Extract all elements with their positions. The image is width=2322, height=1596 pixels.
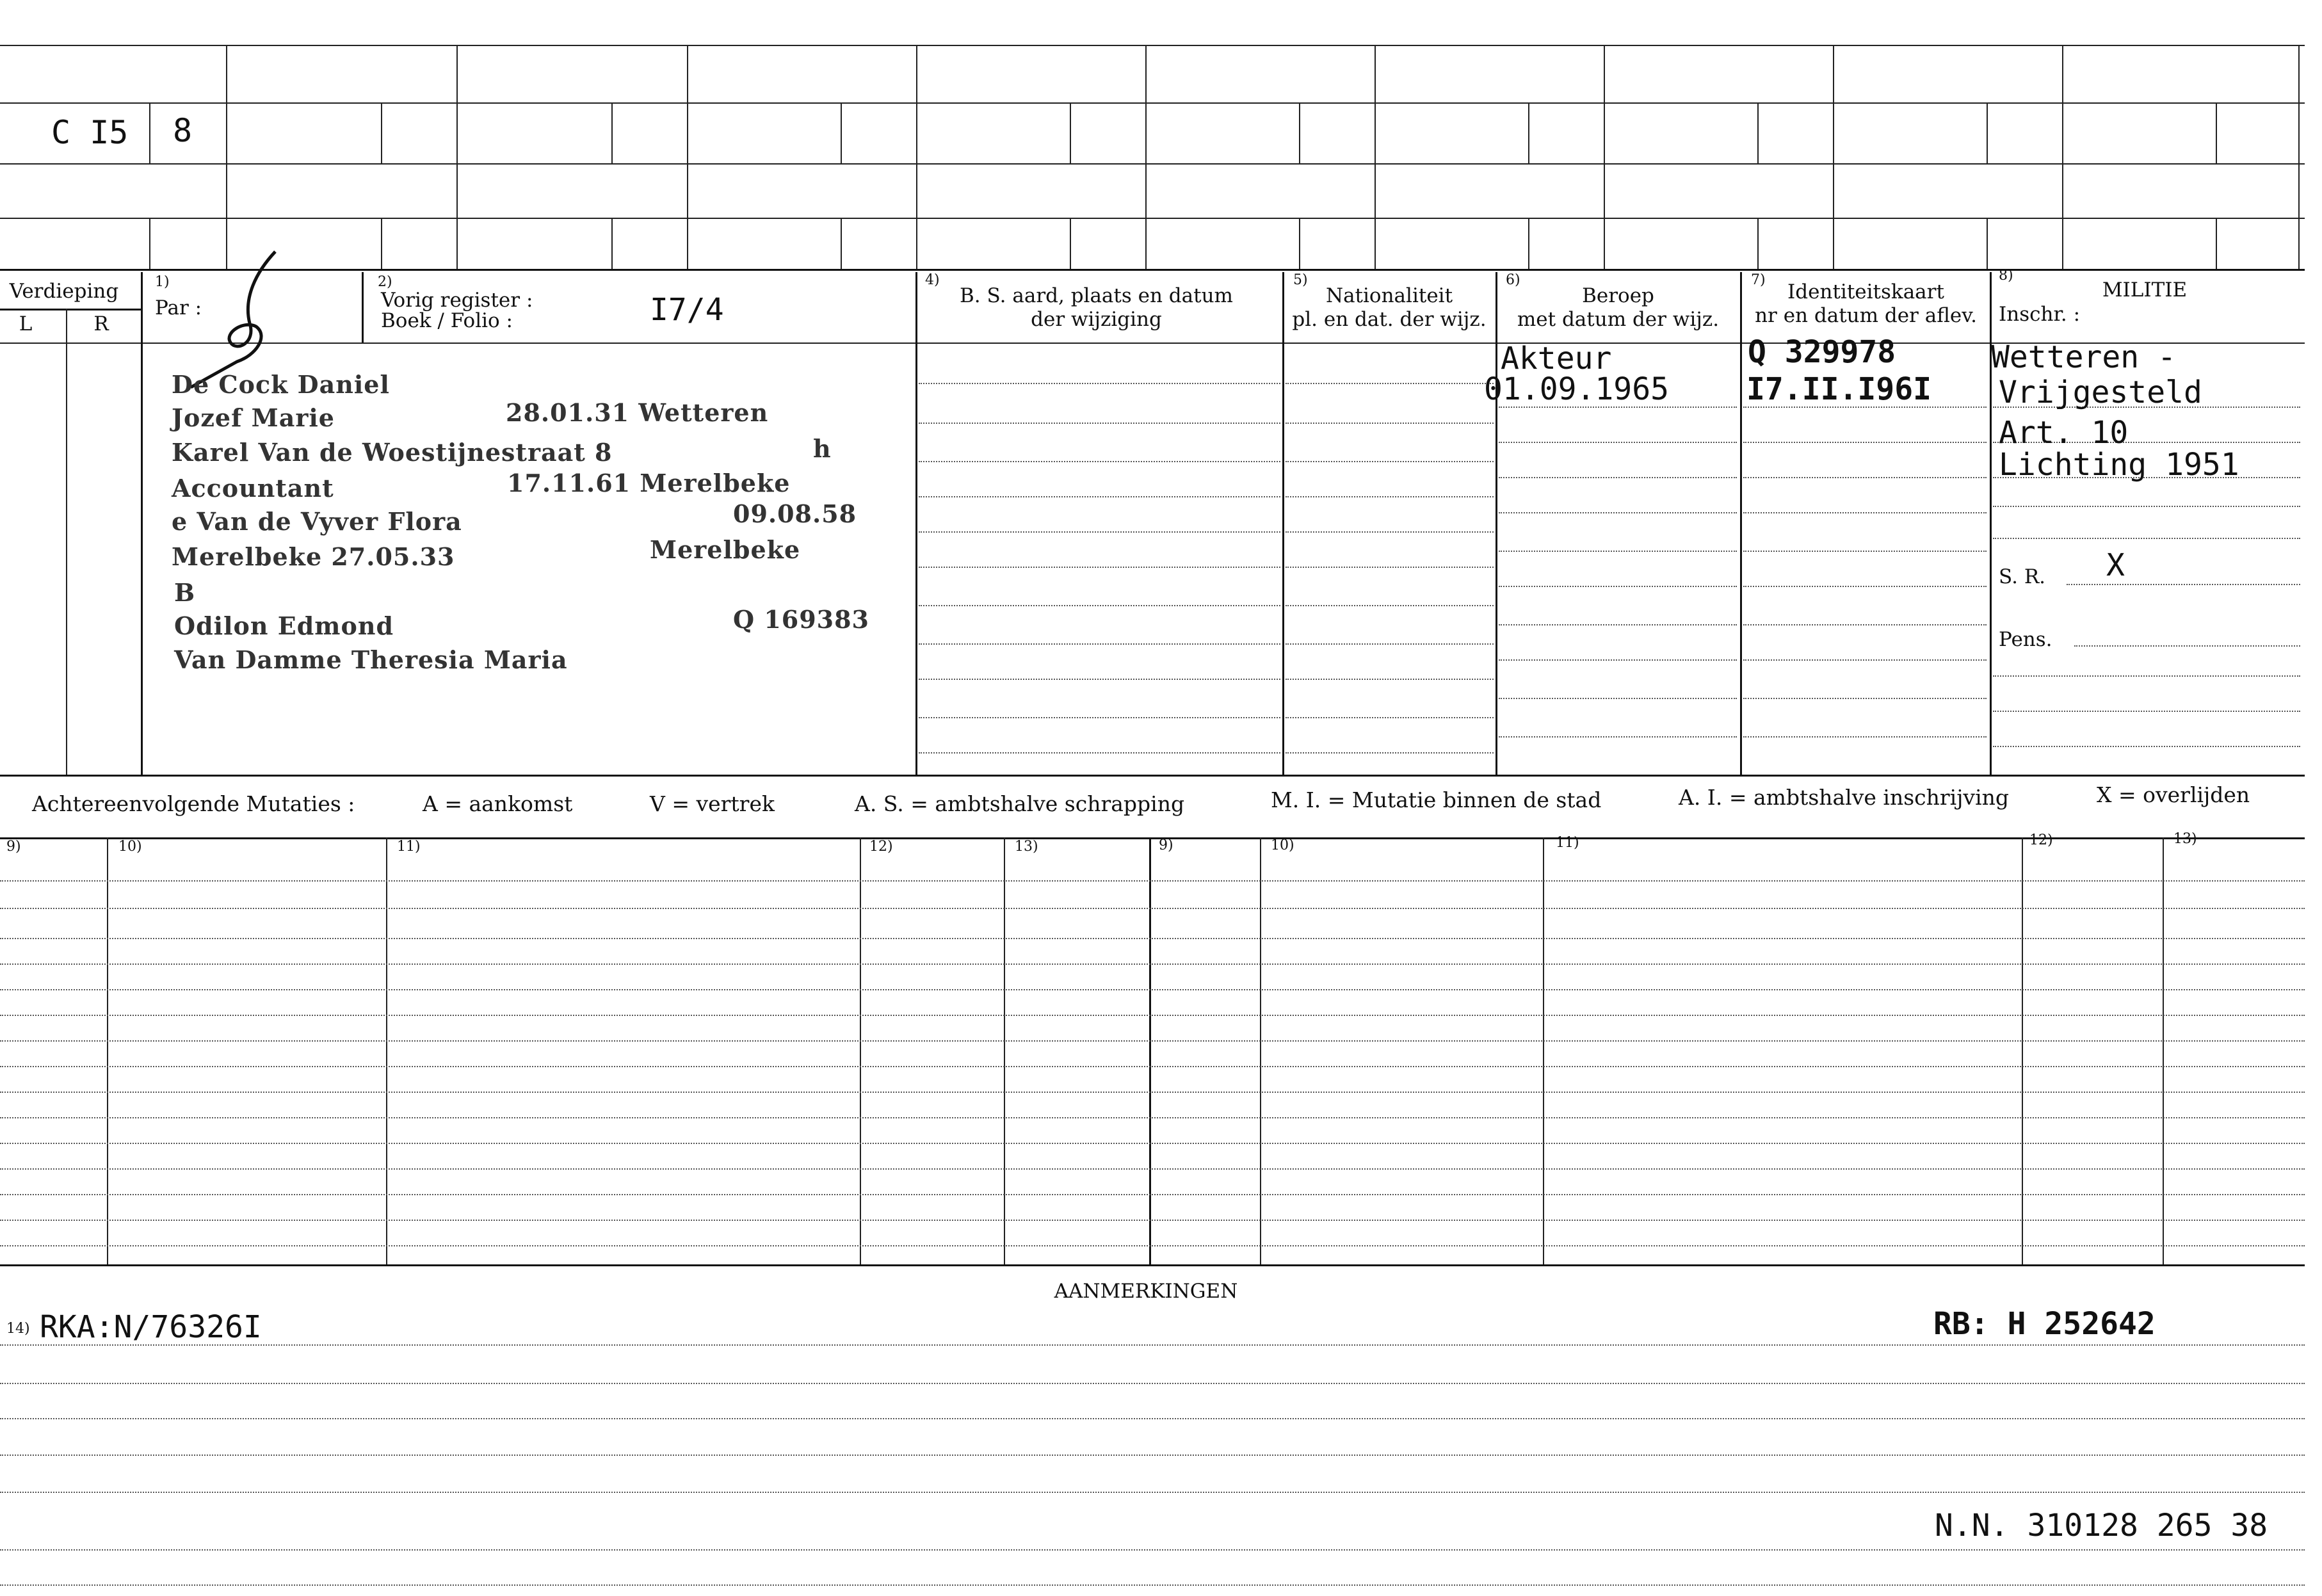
- beroep-header-line2: met datum der wijz.: [1517, 308, 1720, 331]
- nat-header-line1: Nationaliteit: [1325, 284, 1453, 307]
- beroep-date: 01.09.1965: [1484, 371, 1669, 407]
- verdieping-l: L: [19, 312, 33, 335]
- par-number: 1): [155, 274, 170, 290]
- mut-col-9-left: 9): [6, 839, 21, 855]
- mutatie-schrapping: A. S. = ambtshalve schrapping: [855, 791, 1185, 816]
- mut-col-12-right: 12): [2029, 832, 2053, 848]
- id-card-date: I7.II.I96I: [1746, 371, 1931, 407]
- vorig-number: 2): [378, 274, 392, 290]
- aanmerkingen-number: 14): [6, 1321, 30, 1337]
- bs-header-line1: B. S. aard, plaats en datum: [960, 284, 1233, 307]
- aanmerkingen-title: AANMERKINGEN: [1054, 1280, 1238, 1303]
- person-address-mark: h: [813, 434, 832, 463]
- header-divider: [0, 343, 2305, 344]
- beroep-number: 6): [1506, 272, 1520, 288]
- id-number: 7): [1751, 272, 1766, 288]
- mutatie-overlijden: X = overlijden: [2097, 782, 2250, 807]
- body-bottom-border: [0, 775, 2305, 777]
- code-left: C I5: [51, 114, 129, 151]
- mutaties-label: Achtereenvolgende Mutaties :: [32, 791, 355, 816]
- id-header-line1: Identiteitskaart: [1787, 280, 1944, 303]
- boek-folio-label: Boek / Folio :: [381, 309, 513, 332]
- person-marriage-date: 09.08.58: [733, 499, 857, 528]
- mut-col-11-right: 11): [1556, 835, 1579, 851]
- mil-title: MILITIE: [2102, 278, 2188, 302]
- militie-pens-label: Pens.: [1999, 628, 2052, 651]
- mut-col-13-left: 13): [1015, 839, 1038, 855]
- id-card-number: Q 329978: [1748, 334, 1896, 370]
- beroep-header-line1: Beroep: [1582, 284, 1654, 307]
- militie-status: Vrijgesteld: [1999, 375, 2202, 410]
- militie-lichting: Lichting 1951: [1999, 447, 2239, 483]
- person-first-names: Jozef Marie: [172, 403, 335, 432]
- militie-place: Wetteren -: [1991, 339, 2176, 375]
- bs-number: 4): [925, 272, 940, 288]
- mutatie-aankomst: A = aankomst: [423, 791, 573, 816]
- nat-number: 5): [1293, 272, 1308, 288]
- mutation-table-bottom: [0, 1264, 2305, 1266]
- militie-sr-value: X: [2106, 547, 2125, 583]
- person-spouse: e Van de Vyver Flora: [172, 507, 462, 536]
- person-address: Karel Van de Woestijnestraat 8: [172, 438, 613, 467]
- mut-col-9-right: 9): [1159, 837, 1173, 853]
- person-name: De Cock Daniel: [172, 370, 390, 399]
- bs-header-line2: der wijziging: [1031, 308, 1162, 331]
- vorig-register-label: Vorig register :: [381, 289, 533, 312]
- militie-article: Art. 10: [1999, 415, 2129, 451]
- mil-number: 8): [1999, 268, 2013, 284]
- mutatie-binnen-stad: M. I. = Mutatie binnen de stad: [1271, 787, 1602, 812]
- verdieping-r: R: [93, 312, 109, 335]
- vorig-register-value: I7/4: [650, 292, 724, 328]
- person-profession: Accountant: [172, 474, 334, 503]
- mut-col-13-right: 13): [2173, 831, 2197, 847]
- nat-header-line2: pl. en dat. der wijz.: [1292, 308, 1487, 331]
- mut-col-10-right: 10): [1271, 837, 1294, 853]
- person-spouse-place: Merelbeke: [650, 535, 801, 564]
- person-code-b: B: [174, 578, 196, 607]
- person-spouse-birth: Merelbeke 27.05.33: [172, 542, 455, 571]
- aanmerkingen-rb: RB: H 252642: [1933, 1306, 2156, 1342]
- par-label: Par :: [155, 296, 202, 319]
- id-header-line2: nr en datum der aflev.: [1755, 304, 1977, 327]
- aanmerkingen-nn: N.N. 310128 265 38: [1935, 1508, 2268, 1544]
- mutation-table-top: [0, 837, 2305, 839]
- person-registered: 17.11.61 Merelbeke: [507, 469, 791, 497]
- beroep-value: Akteur: [1501, 341, 1612, 376]
- person-id-ref: Q 169383: [733, 605, 869, 634]
- mut-col-10-left: 10): [118, 839, 142, 855]
- mutatie-vertrek: V = vertrek: [650, 791, 775, 816]
- person-father: Odilon Edmond: [174, 611, 394, 640]
- aanmerkingen-rka: RKA:N/76326I: [40, 1309, 262, 1345]
- person-birth: 28.01.31 Wetteren: [506, 398, 769, 427]
- militie-sr-label: S. R.: [1999, 565, 2046, 588]
- mil-inschr-label: Inschr. :: [1999, 303, 2081, 326]
- mut-col-11-left: 11): [397, 839, 421, 855]
- person-mother: Van Damme Theresia Maria: [174, 645, 568, 674]
- mutatie-inschrijving: A. I. = ambtshalve inschrijving: [1679, 785, 2010, 810]
- code-right: 8: [173, 112, 193, 149]
- verdieping-header: Verdieping: [9, 280, 119, 303]
- mut-col-12-left: 12): [869, 839, 893, 855]
